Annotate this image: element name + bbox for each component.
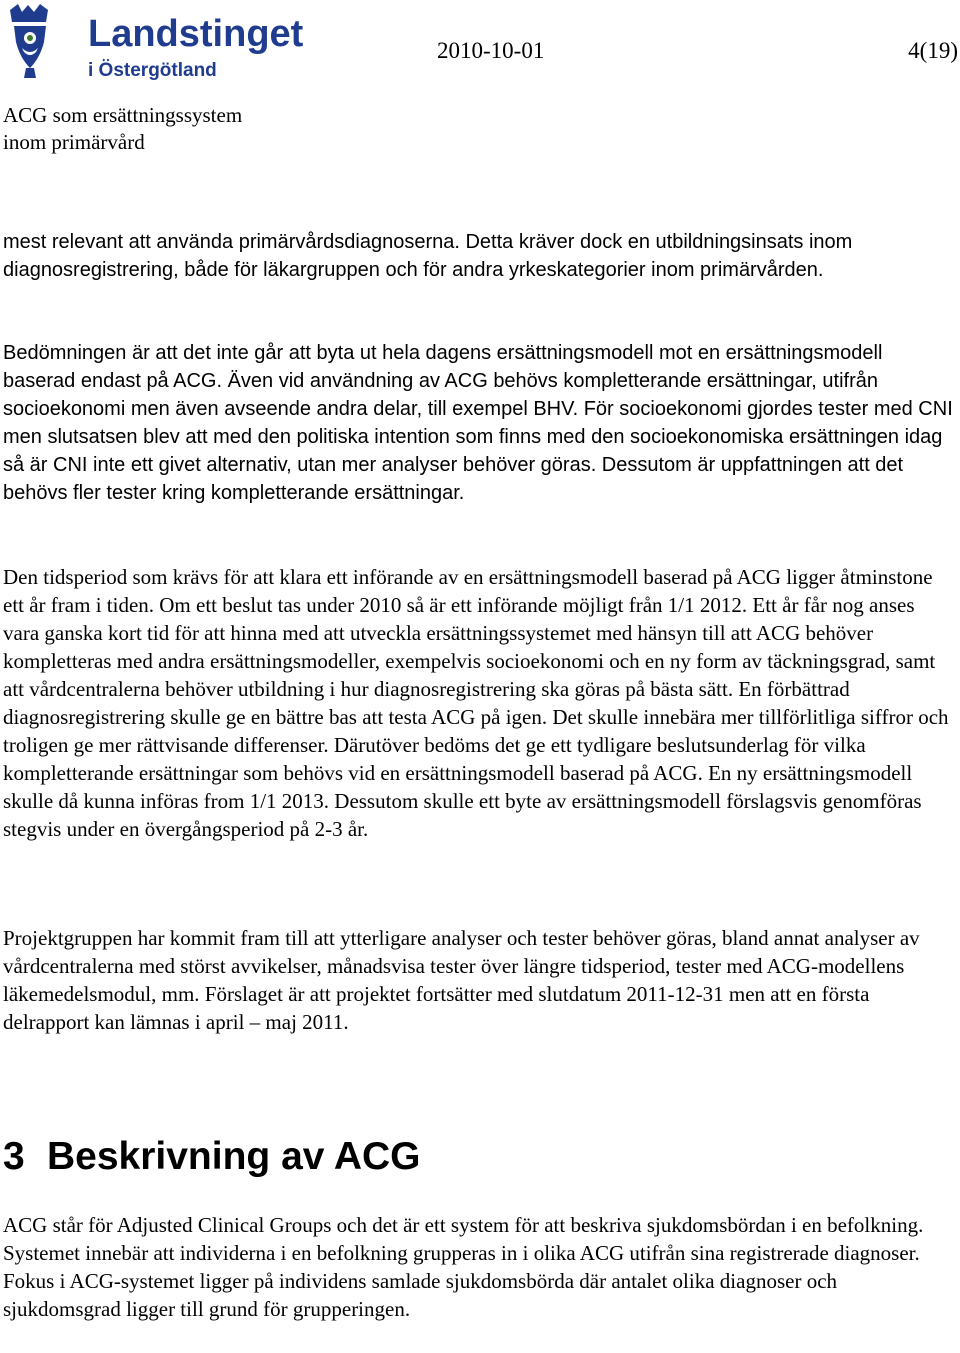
document-title-line-2: inom primärvård: [3, 130, 145, 154]
landstinget-logo: [6, 2, 328, 82]
paragraph-assessment: Bedömningen är att det inte går att byta ut hela dagens ersättningsmodell mot en ersättningsmodell baserad endast på ACG. Även vid användning av ACG behövs kompletterande ersättningar, utifrån socioekonomi men även avseende andra delar, till exempel BHV. För socioekonomi gjordes tester med CNI men slutsatsen blev att med den politiska intention som finns med den socioekonomiska ersättningen idag så är CNI inte ett givet alternativ, utan mer analyser behöver göras. Dessutom är uppfattningen att det behövs fler tester kring kompletterande ersättningar.: [3, 342, 953, 504]
document-title: [3, 102, 242, 156]
paragraph-diagnosis-training: mest relevant att använda primärvårdsdiagnoserna. Detta kräver dock en utbildningsinsats inom diagnosregistrering, både för läkargruppen och för andra yrkeskategorier inom primärvården.: [3, 231, 853, 281]
section-title: Beskrivning av ACG: [47, 1135, 421, 1178]
section-heading: [3, 1130, 421, 1184]
paragraph-project-group: Projektgruppen har kommit fram till att ytterligare analyser och tester behöver göras, bland annat analyser av vårdcentralerna med störst avvikelser, månadsvisa tester över längre tidsperiod, tester med ACG-modellens läkemedelsmodul, mm. Förslaget är att projektet fortsätter med slutdatum 2011-12-31 men att en första delrapport kan lämnas i april – maj 2011.: [3, 926, 920, 1034]
svg-text:i Östergötland: i Östergötland: [88, 60, 217, 81]
header-date: 2010-10-01: [437, 38, 545, 63]
crown-emblem-icon: [6, 2, 328, 82]
paragraph-acg-description: ACG står för Adjusted Clinical Groups och det är ett system för att beskriva sjukdomsbördan i en befolkning. Systemet innebär att individerna i en befolkning grupperas in i olika ACG utifrån sina registrerade diagnoser. Fokus i ACG-systemet ligger på individens samlade sjukdomsbörda där antalet olika diagnoser och sjukdomsgrad ligger till grund för grupperingen.: [3, 1213, 924, 1321]
paragraph-time-period: Den tidsperiod som krävs för att klara ett införande av en ersättningsmodell baserad på ACG ligger åtminstone ett år fram i tiden. Om ett beslut tas under 2010 så är ett införande möjligt från 1/1 2012. Ett år får nog anses vara ganska kort tid för att hinna med att utveckla ersättningssystemet med hänsyn till att ACG behöver kompletteras med andra ersättningsmodeller, exempelvis socioekonomi och en ny form av täckningsgrad, samt att vårdcentralerna behöver utbildning i hur diagnosregistrering ska göras på bästa sätt. En förbättrad diagnosregistrering skulle ge en bättre bas att testa ACG på igen. Det skulle innebära mer tillförlitliga siffror och troligen ge mer rättvisande differenser. Därutöver bedöms det ge ett tydligare beslutsunderlag för vilka kompletterande ersättningar som behövs vid en ersättningsmodell baserad på ACG. En ny ersättningsmodell skulle då kunna införas from 1/1 2013. Dessutom skulle ett byte av ersättningsmodell förslagsvis genomföras stegvis under en övergångsperiod på 2-3 år.: [3, 565, 949, 841]
svg-text:Landstinget: Landstinget: [88, 13, 304, 55]
header-page-number: 4(19): [908, 38, 958, 63]
document-title-line-1: ACG som ersättningssystem: [3, 103, 243, 127]
section-number: 3: [3, 1135, 25, 1178]
